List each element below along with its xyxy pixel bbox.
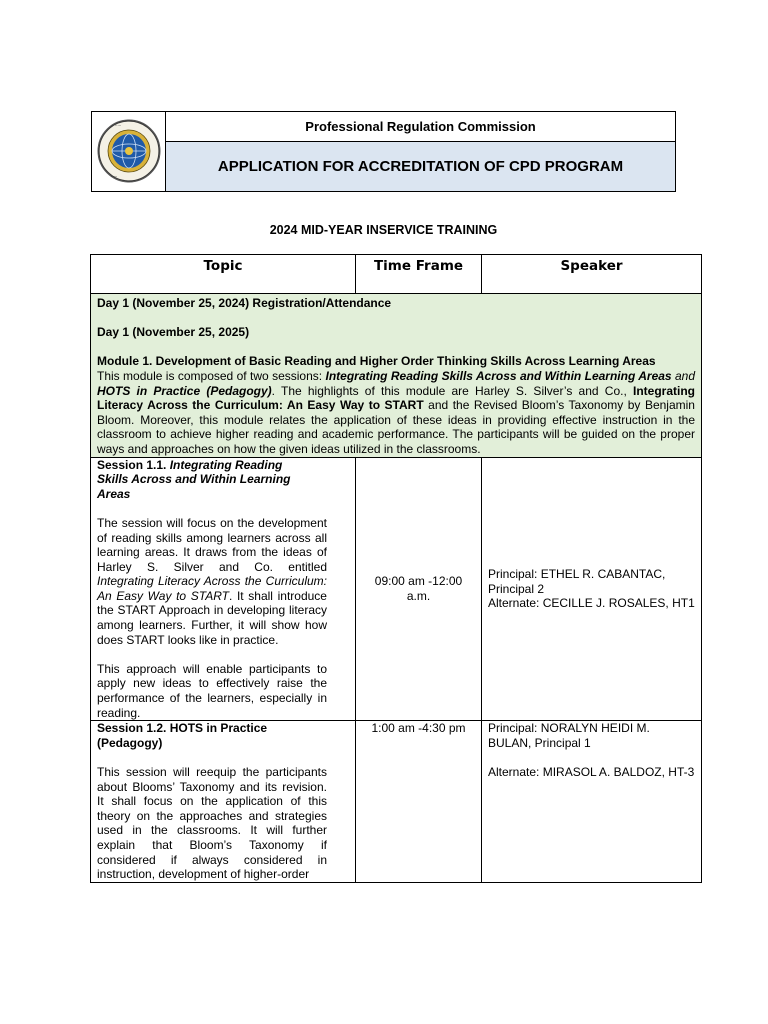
session-1-speaker — [482, 457, 702, 721]
training-title: 2024 MID-YEAR INSERVICE TRAINING — [269, 223, 498, 237]
module-title: Module 1. Development of Basic Reading and Higher Order Thinking Skills Across Learning Areas — [97, 354, 656, 369]
svg-text:·····: ····· — [111, 174, 118, 179]
session-1-row — [91, 457, 702, 721]
session-2-row — [91, 721, 702, 883]
day1-registration: Day 1 (November 25, 2024) Registration/Attendance — [97, 296, 392, 310]
col-topic: Topic — [91, 255, 356, 294]
day1-label: Day 1 (November 25, 2025) — [97, 325, 250, 340]
svg-text:·····: ····· — [115, 123, 122, 128]
session-2-topic — [91, 721, 356, 883]
header-box — [91, 111, 676, 192]
prc-seal-icon — [97, 118, 161, 184]
org-name: Professional Regulation Commission — [166, 112, 675, 142]
session-2-speaker — [482, 721, 702, 883]
session-1-time: 09:00 am -12:00 a.m. — [356, 457, 482, 721]
session-1-alternate: Alternate: CECILLE J. ROSALES, HT1 — [488, 596, 695, 611]
form-title: APPLICATION FOR ACCREDITATION OF CPD PROGRAM — [166, 142, 675, 191]
module-description: This module is composed of two sessions: Integrating Reading Skills Across and Within Learning Areas and HOTS in Practice (Pedagogy). The highlights of this module are Harley S. Silver’s and Co., Integrating Literacy Across the Curriculum: An Easy Way to START and the Revised Bloom’s Taxonomy by Benjamin Bloom. Moreover, this module relates the application of these ideas in providing effective instruction in the classroom to achieve higher reading and academic performance. The participants will be guided on the proper ways and approaches on how the given ideas utilized in the classrooms. — [97, 368, 696, 456]
session-1-description: The session will focus on the development of reading skills among learners across all learning areas. It draws from the ideas of Harley S. Silver and Co. entitled Integrating Literacy Across the Curriculum: An Easy Way to START. It shall introduce the START Approach in developing literacy among learners. Further, it will show how does START looks like in practice. — [97, 515, 327, 647]
logo-cell — [92, 112, 166, 191]
session-2-title: Session 1.2. HOTS in Practice (Pedagogy) — [97, 721, 268, 750]
session-2-principal: Principal: NORALYN HEIDI M. BULAN, Principal 1 — [488, 721, 650, 750]
table-header-row — [91, 255, 702, 294]
schedule-table — [90, 254, 702, 883]
session-1-principal: Principal: ETHEL R. CABANTAC, Principal 2 — [488, 566, 666, 596]
session-2-description: This session will reequip the participants about Blooms’ Taxonomy and its revision. It shall focus on the application of this theory on the approaches and strategies used in the classrooms. It will further explain that Bloom’s Taxonomy if considered if always considered in instruction, development of higher-order — [97, 765, 327, 882]
module-cell — [91, 294, 702, 458]
col-time-frame: Time Frame — [356, 255, 482, 294]
session-2-alternate: Alternate: MIRASOL A. BALDOZ, HT-3 — [488, 765, 695, 779]
session-1-title: Session 1.1. Integrating Reading Skills Across and Within Learning Areas — [97, 457, 291, 501]
session-2-time: 1:00 am -4:30 pm — [356, 721, 482, 883]
module-row — [91, 294, 702, 458]
col-speaker: Speaker — [482, 255, 702, 294]
session-1-outcome: This approach will enable participants to apply new ideas to effectively raise the performance of the learners, especially in reading. — [97, 661, 327, 720]
session-1-topic — [91, 457, 356, 721]
